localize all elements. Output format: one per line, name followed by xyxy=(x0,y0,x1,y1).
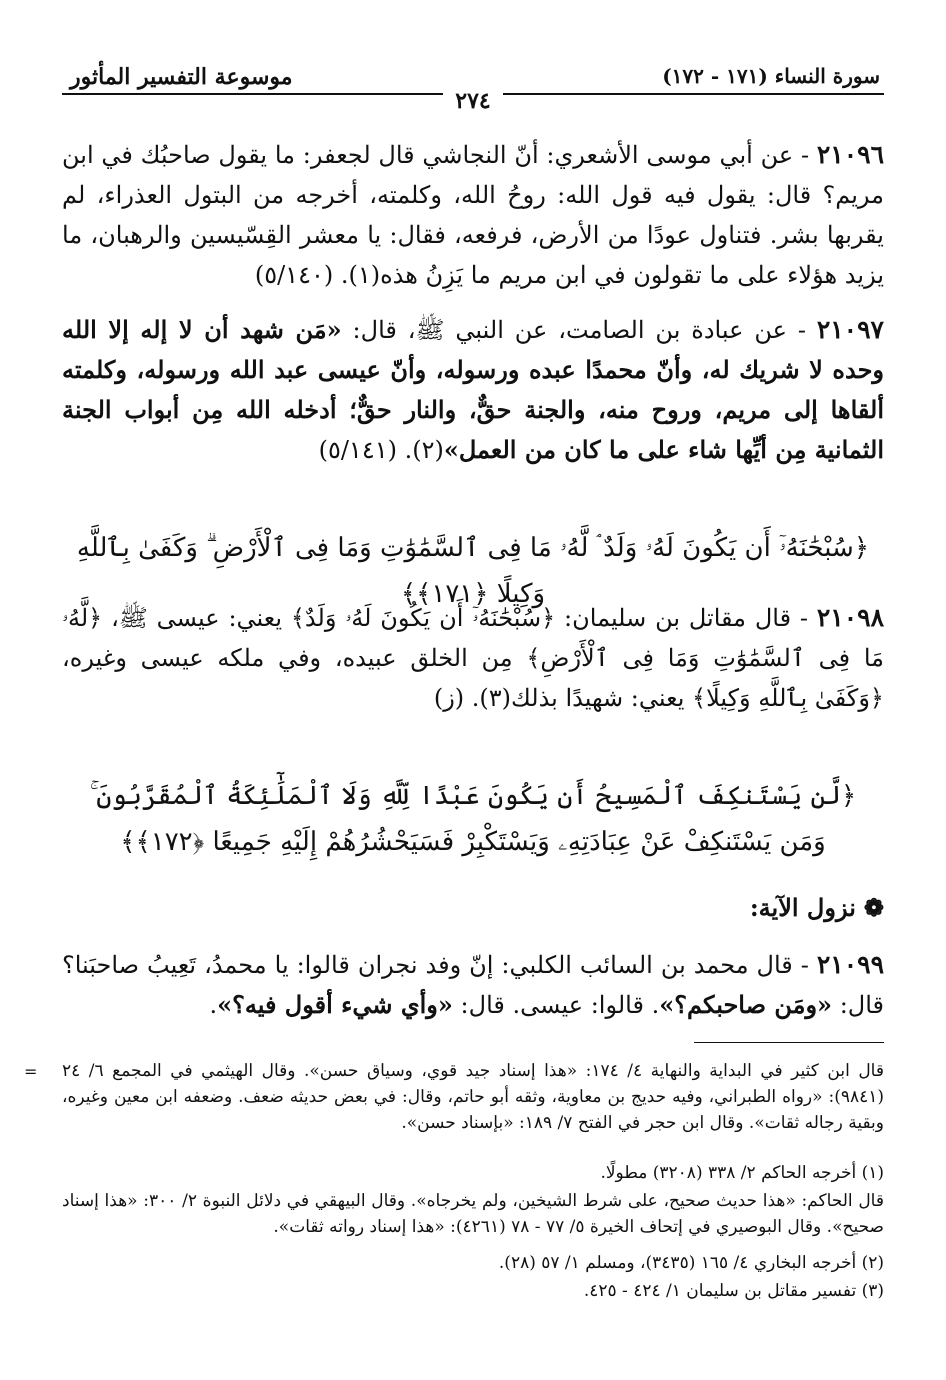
page-number-wrap xyxy=(62,88,884,114)
entry-text-end: (٢). (٥/١٤١) xyxy=(318,436,444,464)
entry-number: ٢١٠٩٦ xyxy=(816,140,884,169)
entry-21099 xyxy=(62,945,884,1025)
footnote-continuation-marker: = xyxy=(24,1062,38,1081)
quote-1: «ومَن صاحبكم؟» xyxy=(659,990,833,1019)
entry-text: - عن أبي موسى الأشعري: أنّ النجاشي قال لجعفر: ما يقول صاحبُك في ابن مريم؟ قال: يقول فيه قول الله: روحُ الله، وكلمته، أخرجه من البتول العذراء، لم يقربها بشر. فتناول عودًا من الأرض، فرفعه، فقال: يا معشر القِسّيسين والرهبان، ما يزيد هؤلاء على ما تقولون في ابن مريم ما يَزِنُ هذه(١). (٥/١٤٠) xyxy=(62,141,885,289)
entry-text-intro: - قال محمد بن السائب الكلبي: إنّ وفد نجران قالوا: يا محمدُ، تَعِيبُ صاحبَنا؟ قال: xyxy=(62,951,884,1019)
footnote-divider xyxy=(694,1042,884,1043)
entry-number: ٢١٠٩٨ xyxy=(816,603,884,632)
entry-21098 xyxy=(62,598,884,718)
entry-text-mid: . قالوا: عيسى. قال: xyxy=(460,991,660,1019)
quran-verse-172-line2: وَمَن يَسْتَنكِفْ عَنْ عِبَادَتِهِۦ وَيَسْتَكْبِرْ فَسَيَحْشُرُهُمْ إِلَيْهِ جَمِيعًا ﴿١٧٢﴾﴾ xyxy=(120,827,826,857)
running-header-book-title: موسوعة التفسير المأثور xyxy=(70,64,293,90)
entry-number: ٢١٠٩٧ xyxy=(816,315,884,344)
entry-21096 xyxy=(62,135,884,295)
footnote-1: (١) أخرجه الحاكم ٢/ ٣٣٨ (٣٢٠٨) مطولًا. xyxy=(600,1163,884,1183)
page-number: ٢٧٤ xyxy=(443,88,502,114)
quote-2: «وأي شيء أقول فيه؟» xyxy=(217,990,453,1019)
footnote-2: (٢) أخرجه البخاري ٤/ ١٦٥ (٣٤٣٥)، ومسلم ١/ ٥٧ (٢٨). xyxy=(498,1253,884,1273)
page xyxy=(24,0,885,1380)
section-heading xyxy=(750,893,884,922)
hadith-quote: «مَن شهد أن لا إله إلا الله وحده لا شريك له، وأنّ محمدًا عبده ورسوله، وأنّ عيسى عبد الله ورسوله، وكلمته ألقاها إلى مريم، وروح منه، والجنة حقٌّ، والنار حقٌّ؛ أدخله الله مِن أبواب الجنة الثمانية مِن أيِّها شاء على ما كان من العمل» xyxy=(62,315,884,464)
entry-text-intro: - عن عبادة بن الصامت، عن النبي ﷺ، قال: xyxy=(352,316,806,344)
entry-number: ٢١٠٩٩ xyxy=(816,950,884,979)
running-header-surah: سورة النساء (١٧١ - ١٧٢) xyxy=(662,64,880,88)
quran-verse-172-line1: ﴿لَّن يَسْتَنكِفَ ٱلْمَسِيحُ أَن يَكُونَ عَبْدًا لِّلَّهِ وَلَا ٱلْمَلَٰٓئِكَةُ ٱلْمُقَرَّبُونَ ۚ xyxy=(89,781,857,811)
entry-text: - قال مقاتل بن سليمان: ﴿سُبْحَٰنَهُۥٓ أَن يَكُونَ لَهُۥ وَلَدٌ﴾ يعني: عيسى ﷺ، ﴿لَّهُۥ مَا فِى ٱلسَّمَٰوَٰتِ وَمَا فِى ٱلْأَرْضِ﴾ مِن الخلق عبيده، وفي ملكه عيسى وغيره، ﴿وَكَفَىٰ بِٱللَّهِ وَكِيلًا﴾ يعني: شهيدًا بذلك(٣). (ز) xyxy=(62,604,884,712)
footnote-1-continued: قال الحاكم: «هذا حديث صحيح، على شرط الشيخين، ولم يخرجاه». وقال البيهقي في دلائل النبوة ٢/ ٣٠٠: «هذا إسناد صحيح». وقال البوصيري في إتحاف الخيرة ٥/ ٧٧ - ٧٨ (٤٢٦١): «هذا إسناد رواته ثقات». xyxy=(62,1191,884,1237)
ornament-star-icon: ❁ xyxy=(863,893,884,922)
section-heading-text: نزول الآية: xyxy=(749,893,856,922)
entry-text-end: . xyxy=(209,991,218,1019)
footnote-3: (٣) تفسير مقاتل بن سليمان ١/ ٤٢٤ - ٤٢٥. xyxy=(583,1281,884,1301)
footnote-continuation: قال ابن كثير في البداية والنهاية ٤/ ١٧٤: «هذا إسناد جيد قوي، وسياق حسن». وقال الهيثمي في المجمع ٦/ ٢٤ (٩٨٤١): «رواه الطبراني، وفيه حديج بن معاوية، وثقه أبو حاتم، وقال: في بعض حديثه ضعف. وضعفه ابن معين وغيره، وبقية رجاله ثقات». وقال ابن حجر في الفتح ٧/ ١٨٩: «بإسناد حسن». xyxy=(62,1061,884,1133)
quran-verse-171: ﴿سُبْحَٰنَهُۥٓ أَن يَكُونَ لَهُۥ وَلَدٌ ۘ لَّهُۥ مَا فِى ٱلسَّمَٰوَٰتِ وَمَا فِى ٱلْأَرْضِ ۗ وَكَفَىٰ بِٱللَّهِ وَكِيلًا ﴿١٧١﴾﴾ xyxy=(76,533,870,609)
entry-21097 xyxy=(62,310,884,470)
